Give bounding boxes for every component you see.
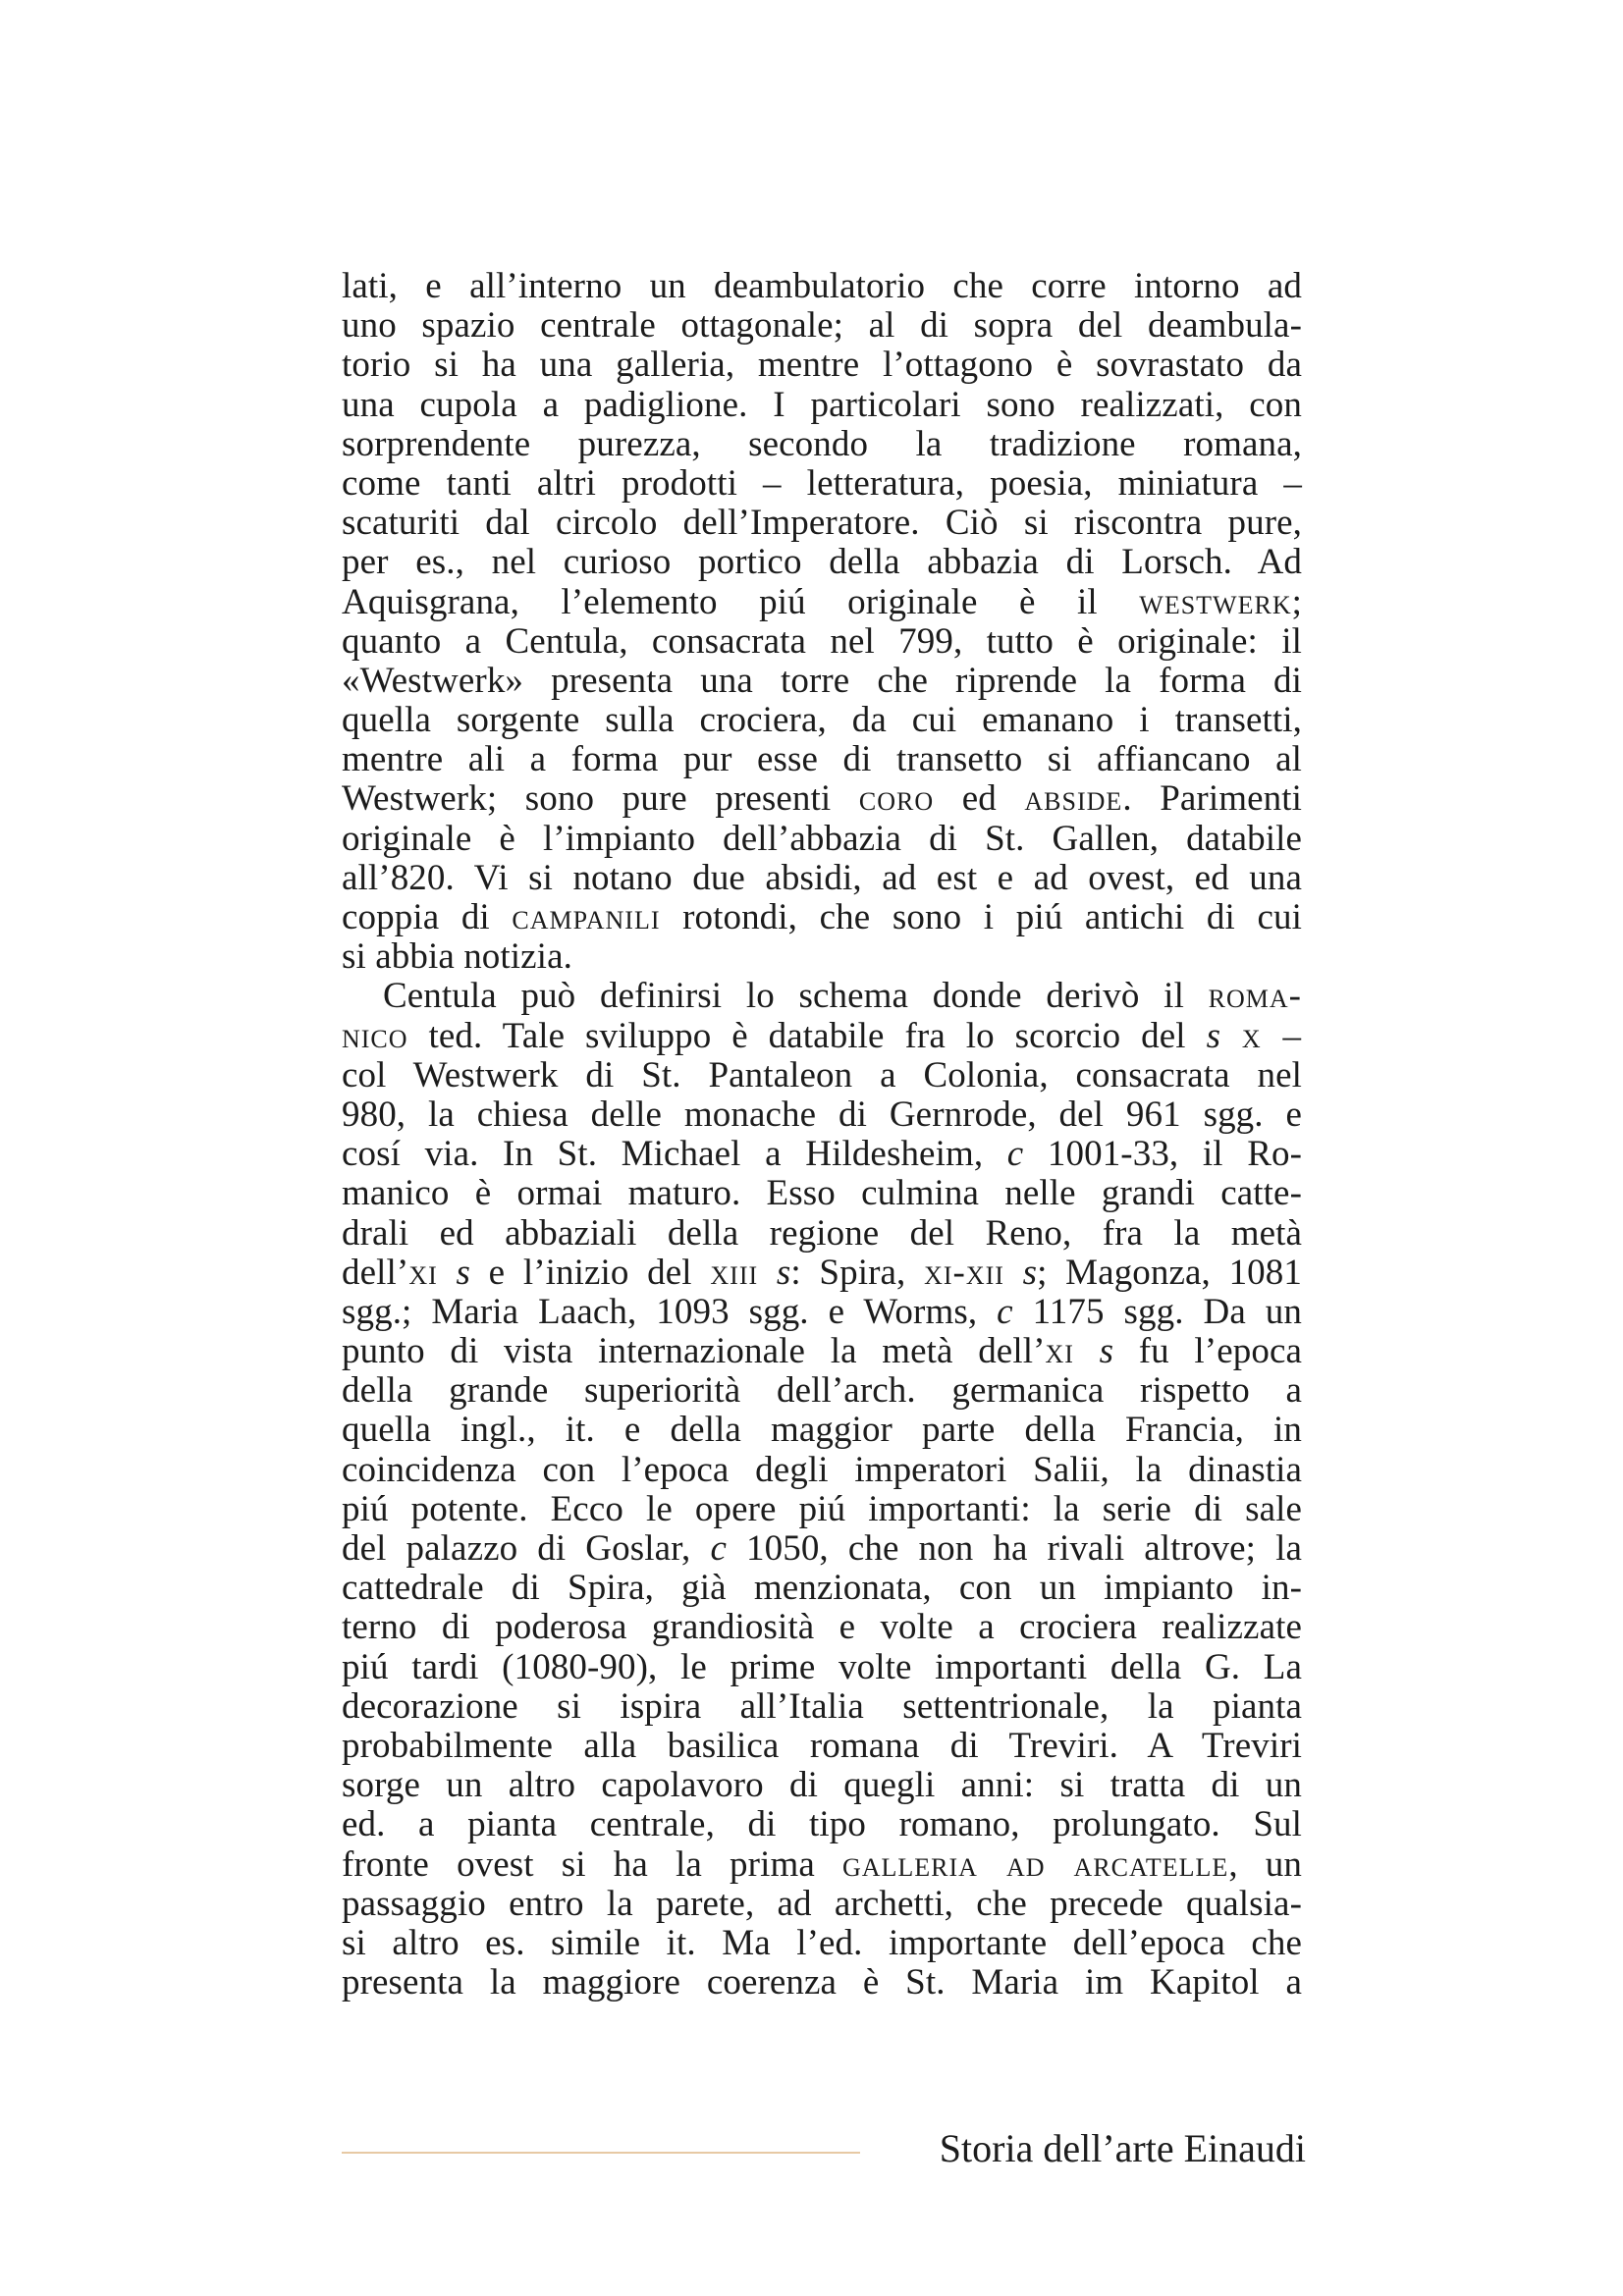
text-line: passaggio entro la parete, ad archetti, che precede qualsia- xyxy=(342,1883,1302,1924)
body-text xyxy=(342,267,1302,2002)
text-segment: ; xyxy=(1291,581,1302,622)
abbr-secolo: s xyxy=(1003,1252,1038,1293)
text-line: sorge un altro capolavoro di quegli anni: si tratta di un xyxy=(342,1765,1302,1806)
text-line: piú potente. Ecco le opere piú importanti: la serie di sale xyxy=(342,1488,1302,1529)
text-line: scaturiti dal circolo dell’Imperatore. Ciò si riscontra pure, xyxy=(342,503,1302,544)
text-line xyxy=(342,1332,1302,1371)
text-segment: coppia di xyxy=(342,897,490,937)
text-line: si abbia notizia. xyxy=(342,936,572,978)
text-line xyxy=(342,1135,1302,1174)
text-line: coincidenza con l’epoca degli imperatori Salii, la dinastia xyxy=(342,1449,1302,1490)
text-segment: ed xyxy=(934,778,1025,820)
text-segment: Westwerk; sono pure presenti xyxy=(342,778,832,820)
footer-rule xyxy=(342,2152,860,2154)
text-segment: . Parimenti xyxy=(1122,778,1302,820)
text-line: quella ingl., it. e della maggior parte della Francia, in xyxy=(342,1410,1302,1451)
abbr-secolo: s xyxy=(758,1252,791,1293)
text-segment: ; Magonza, 1081 xyxy=(1037,1252,1302,1293)
text-segment: , un xyxy=(1228,1843,1302,1885)
term-galleria-ad-arcatelle: galleria ad arcatelle xyxy=(841,1843,1229,1885)
abbr-secolo: s xyxy=(1073,1331,1114,1372)
roman-numeral: xi xyxy=(1045,1331,1074,1372)
text-line: all’820. Vi si notano due absidi, ad est e ad ovest, ed una xyxy=(342,857,1302,898)
abbr-circa: c xyxy=(997,1291,1013,1332)
text-segment: Aquisgrana, l’elemento piú originale è il xyxy=(342,581,1098,622)
text-segment: Centula può definirsi lo schema donde derivò il xyxy=(383,976,1184,1017)
text-line: quella sorgente sulla crociera, da cui emanano i transetti, xyxy=(342,700,1302,741)
text-line xyxy=(342,583,1302,622)
text-segment: cosí via. In St. Michael a Hildesheim, xyxy=(342,1134,984,1175)
text-line: «Westwerk» presenta una torre che riprende la forma di xyxy=(342,660,1302,701)
text-line xyxy=(342,1017,1302,1056)
text-segment: rotondi, che sono i piú antichi di cui xyxy=(660,897,1302,937)
roman-numeral: xi-xii xyxy=(924,1252,1004,1293)
text-line: terno di poderosa grandiosità e volte a crociera realizzate xyxy=(342,1607,1302,1648)
text-line xyxy=(342,1529,1302,1569)
text-line: drali ed abbaziali della regione del Reno, fra la metà xyxy=(342,1212,1302,1254)
footer-title: Storia dell’arte Einaudi xyxy=(939,2126,1306,2170)
text-line xyxy=(342,1254,1302,1293)
text-line: come tanti altri prodotti – letteratura, poesia, miniatura – xyxy=(342,462,1302,504)
text-line: quanto a Centula, consacrata nel 799, tutto è originale: il xyxy=(342,620,1302,662)
term-romanico: nico xyxy=(342,1015,408,1056)
roman-numeral: xiii xyxy=(710,1252,759,1293)
text-segment: 1001-33, il Ro- xyxy=(1023,1134,1303,1175)
text-line: cattedrale di Spira, già menzionata, con un impianto in- xyxy=(342,1568,1302,1609)
text-segment: fronte ovest si ha la prima xyxy=(342,1843,815,1885)
text-line: lati, e all’interno un deambulatorio che corre intorno ad xyxy=(342,266,1302,306)
text-segment: 1050, che non ha rivali altrove; la xyxy=(726,1528,1302,1569)
text-line: sorprendente purezza, secondo la tradizione romana, xyxy=(342,423,1302,464)
text-line: della grande superiorità dell’arch. germanica rispetto a xyxy=(342,1370,1302,1412)
abbr-circa: c xyxy=(1006,1134,1024,1175)
abbr-circa: c xyxy=(710,1528,727,1569)
text-line xyxy=(342,1845,1302,1885)
text-segment: x – xyxy=(1220,1015,1302,1056)
text-line: ed. a pianta centrale, di tipo romano, prolungato. Sul xyxy=(342,1804,1302,1845)
text-line: 980, la chiesa delle monache di Gernrode, del 961 sgg. e xyxy=(342,1094,1302,1135)
text-line xyxy=(342,1293,1302,1332)
term-campanili: campanili xyxy=(512,897,661,937)
text-line xyxy=(342,977,1302,1016)
text-segment: punto di vista internazionale la metà dell’ xyxy=(342,1331,1046,1372)
abbr-secolo: s xyxy=(437,1252,470,1293)
text-segment: ted. Tale sviluppo è databile fra lo scorcio del xyxy=(428,1015,1186,1056)
text-line: originale è l’impianto dell’abbazia di St. Gallen, databile xyxy=(342,818,1302,859)
text-line: una cupola a padiglione. I particolari sono realizzati, con xyxy=(342,384,1302,425)
text-line: manico è ormai maturo. Esso culmina nelle grandi catte- xyxy=(342,1173,1302,1214)
text-line: si altro es. simile it. Ma l’ed. importante dell’epoca che xyxy=(342,1922,1302,1963)
text-line: torio si ha una galleria, mentre l’ottagono è sovrastato da xyxy=(342,345,1302,386)
roman-numeral: xi xyxy=(408,1252,438,1293)
text-segment: fu l’epoca xyxy=(1113,1331,1302,1372)
text-line: presenta la maggiore coerenza è St. Maria im Kapitol a xyxy=(342,1962,1302,2003)
term-abside: abside xyxy=(1024,778,1123,820)
text-segment: del palazzo di Goslar, xyxy=(342,1528,691,1569)
text-segment: dell’ xyxy=(342,1252,409,1293)
term-romanico: roma- xyxy=(1208,976,1302,1017)
text-line: decorazione si ispira all’Italia settentrionale, la pianta xyxy=(342,1685,1302,1727)
text-line: probabilmente alla basilica romana di Treviri. A Treviri xyxy=(342,1725,1302,1766)
text-line xyxy=(342,779,1302,819)
text-line: uno spazio centrale ottagonale; al di sopra del deambula- xyxy=(342,305,1302,347)
text-segment: : Spira, xyxy=(790,1252,925,1293)
text-segment: e l’inizio del xyxy=(469,1252,711,1293)
text-segment: 1175 sgg. Da un xyxy=(1012,1291,1302,1332)
text-line: mentre ali a forma pur esse di transetto si affiancano al xyxy=(342,739,1302,780)
text-line: piú tardi (1080-90), le prime volte importanti della G. La xyxy=(342,1646,1302,1687)
text-line: per es., nel curioso portico della abbazia di Lorsch. Ad xyxy=(342,542,1302,583)
text-segment: sgg.; Maria Laach, 1093 sgg. e Worms, xyxy=(342,1291,978,1332)
term-westwerk: westwerk xyxy=(1139,581,1292,622)
abbr-secolo: s xyxy=(1206,1015,1221,1056)
term-coro: coro xyxy=(858,778,935,820)
text-line xyxy=(342,898,1302,937)
text-line: col Westwerk di St. Pantaleon a Colonia, consacrata nel xyxy=(342,1054,1302,1095)
